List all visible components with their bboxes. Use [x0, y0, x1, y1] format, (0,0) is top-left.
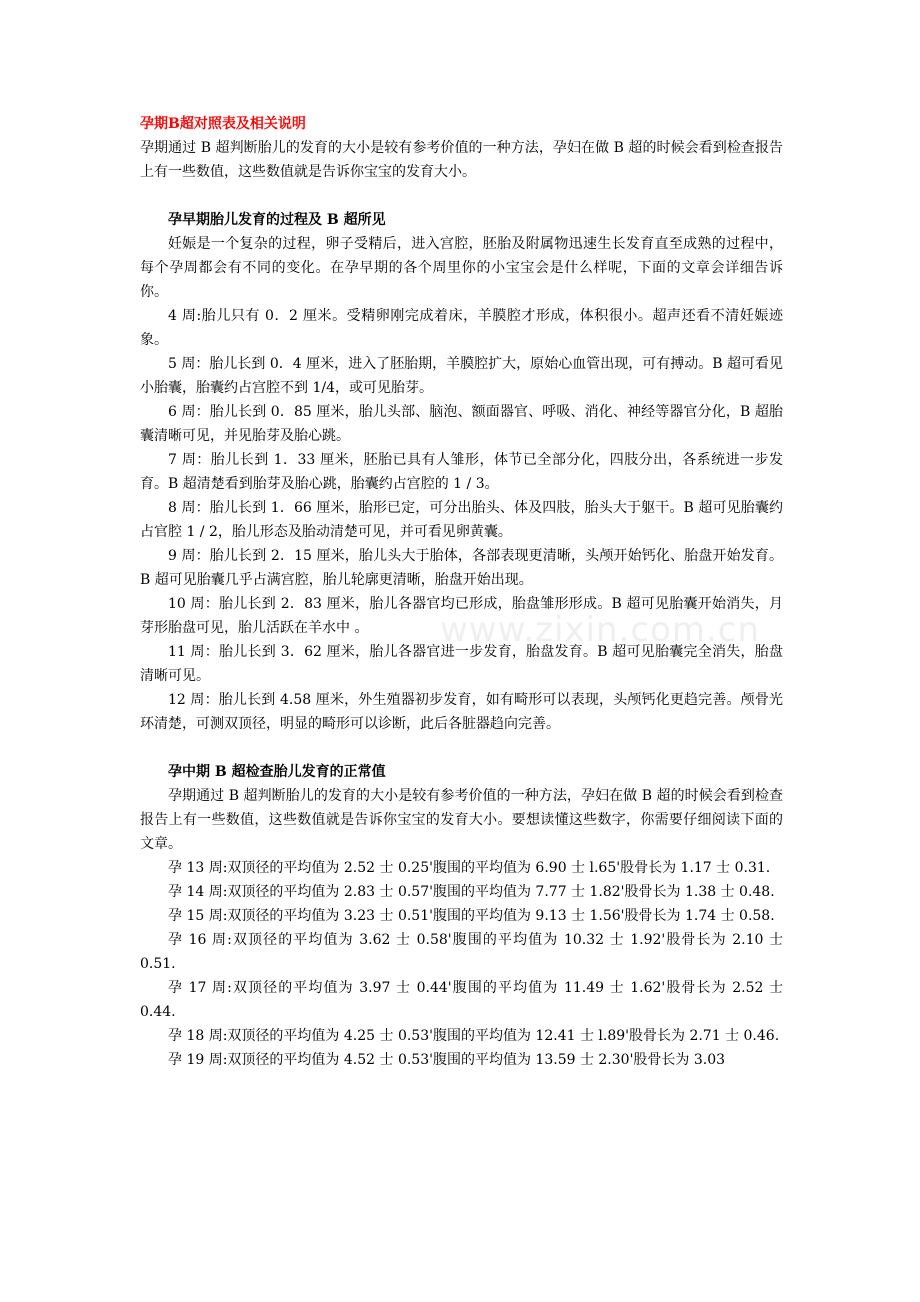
section-early-body — [140, 232, 783, 736]
paragraph: 孕期通过 B 超判断胎儿的发育的大小是较有参考价值的一种方法，孕妇在做 B 超的时候会看到检查报告上有一些数值，这些数值就是告诉你宝宝的发育大小。要想读懂这些数字，你需要仔细阅读下面的文章。 — [140, 788, 783, 852]
paragraph-week-12: 12 周：胎儿长到 4.58 厘米，外生殖器初步发育，如有畸形可以表现，头颅钙化更趋完善。颅骨光环清楚，可测双顶径，明显的畸形可以诊断，此后各脏器趋向完善。 — [140, 692, 783, 732]
watermark-text: www.zixin.com.cn — [440, 610, 760, 650]
paragraph-week-17: 孕 17 周:双顶径的平均值为 3.97 士 0.44'腹围的平均值为 11.49 士 1.62'股骨长为 2.52 士 0.44. — [140, 980, 783, 1020]
section-mid-body — [140, 784, 783, 1072]
paragraph-week-13: 孕 13 周:双顶径的平均值为 2.52 士 0.25'腹围的平均值为 6.90 士 l.65'股骨长为 1.17 士 0.31. — [168, 860, 771, 876]
paragraph-week-5: 5 周：胎儿长到 0．4 厘米，进入了胚胎期，羊膜腔扩大，原始心血管出现，可有搏动。B 超可看见小胎囊，胎囊约占宫腔不到 1/4，或可见胎芽。 — [140, 356, 783, 396]
paragraph-week-7: 7 周：胎儿长到 1．33 厘米，胚胎已具有人雏形，体节已全部分化，四肢分出，各系统进一步发育。B 超清楚看到胎芽及胎心跳，胎囊约占宫腔的 1 / 3。 — [140, 452, 783, 492]
section-heading-early: 孕早期胎儿发育的过程及 B 超所见 — [168, 212, 386, 228]
document-title: 孕期B超对照表及相关说明 — [140, 116, 306, 132]
intro-paragraph: 孕期通过 B 超判断胎儿的发育的大小是较有参考价值的一种方法，孕妇在做 B 超的时候会看到检查报告上有一些数值，这些数值就是告诉你宝宝的发育大小。 — [140, 140, 783, 180]
paragraph-week-18: 孕 18 周:双顶径的平均值为 4.25 士 0.53'腹围的平均值为 12.41 士 l.89'股骨长为 2.71 士 0.46. — [168, 1028, 780, 1044]
document-page — [140, 112, 783, 1072]
paragraph-week-9: 9 周：胎儿长到 2．15 厘米，胎儿头大于胎体，各部表现更清晰，头颅开始钙化、胎盘开始发育。B 超可见胎囊几乎占满宫腔，胎儿轮廓更清晰，胎盘开始出现。 — [140, 548, 783, 588]
paragraph-week-19: 孕 19 周:双顶径的平均值为 4.52 士 0.53'腹围的平均值为 13.59 士 2.30'股骨长为 3.03 — [168, 1052, 726, 1068]
paragraph-week-14: 孕 14 周:双顶径的平均值为 2.83 士 0.57'腹围的平均值为 7.77 士 1.82'股骨长为 1.38 士 0.48. — [168, 884, 775, 900]
paragraph: 妊娠是一个复杂的过程，卵子受精后，进入宫腔，胚胎及附属物迅速生长发育直至成熟的过程中，每个孕周都会有不同的变化。在孕早期的各个周里你的小宝宝会是什么样呢，下面的文章会详细告诉你。 — [140, 236, 783, 300]
paragraph-week-10: 10 周：胎儿长到 2．83 厘米，胎儿各器官均已形成，胎盘雏形形成。B 超可见胎囊开始消失，月芽形胎盘可见，胎儿活跃在羊水中 。 — [140, 596, 783, 636]
paragraph-week-4: 4 周:胎儿只有 0．2 厘米。受精卵刚完成着床，羊膜腔才形成，体积很小。超声还看不清妊娠迹象。 — [140, 308, 783, 348]
paragraph-week-8: 8 周：胎儿长到 1．66 厘米，胎形已定，可分出胎头、体及四肢，胎头大于躯干。B 超可见胎囊约占官腔 1 / 2，胎儿形态及胎动清楚可见，并可看见卵黄囊。 — [140, 500, 783, 540]
paragraph-week-15: 孕 15 周:双顶径的平均值为 3.23 士 0.51'腹围的平均值为 9.13 士 1.56'股骨长为 1.74 士 0.58. — [168, 908, 775, 924]
paragraph-week-11: 11 周：胎儿长到 3．62 厘米，胎儿各器官进一步发育，胎盘发育。B 超可见胎囊完全消失，胎盘清晰可见。 — [140, 644, 783, 684]
spacer — [140, 736, 783, 760]
paragraph-week-16: 孕 16 周:双顶径的平均值为 3.62 士 0.58'腹围的平均值为 10.32 士 1.92'股骨长为 2.10 士 0.51. — [140, 932, 783, 972]
paragraph-week-6: 6 周：胎儿长到 0．85 厘米，胎儿头部、脑泡、额面器官、呼吸、消化、神经等器官分化，B 超胎囊清晰可见，并见胎芽及胎心跳。 — [140, 404, 783, 444]
spacer — [140, 184, 783, 208]
section-heading-mid: 孕中期 B 超检查胎儿发育的正常值 — [168, 764, 386, 780]
